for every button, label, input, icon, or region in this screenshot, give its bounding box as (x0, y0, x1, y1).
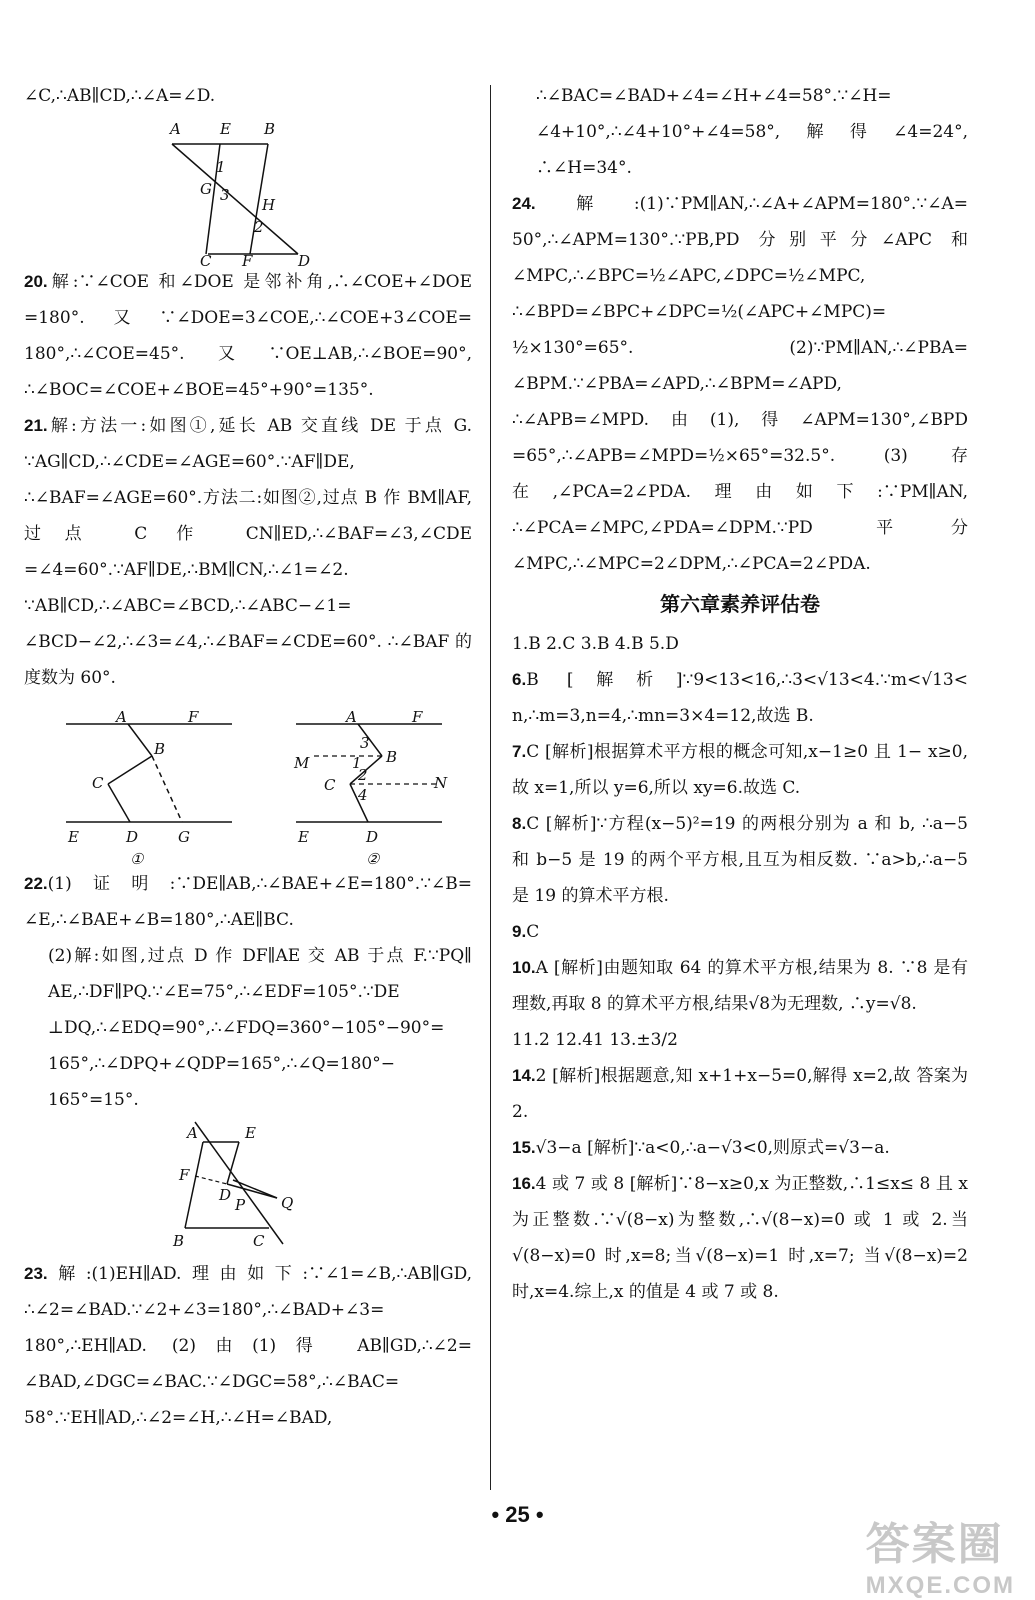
svg-text:F: F (188, 708, 199, 726)
left-column (24, 78, 472, 1436)
svg-text:A: A (187, 1124, 198, 1142)
svg-text:C: C (253, 1232, 265, 1250)
fig1-label: G (200, 180, 212, 198)
svg-text:②: ② (366, 850, 380, 868)
svg-text:C: C (324, 776, 336, 794)
q21: 21.解:方法一:如图①,延长 AB 交直线 DE 于点 G. ∵AG∥CD,∴∠CDE=∠AGE=60°.∵AF∥DE, ∴∠BAF=∠AGE=60°.方法二:如图②,过点 B 作 BM∥AF,过点 C 作 CN∥ED,∴∠BAF=∠3,∠CDE =∠4=60°.∵AF∥DE,∴BM∥CN,∴∠1=∠2. ∵AB∥CD,∴∠ABC=∠BCD,∴∠ABC−∠1= ∠BCD−∠2,∴∠3=∠4,∴∠BAF=∠CDE=60°. ∴∠BAF 的度数为 60°. (24, 416, 472, 688)
svg-text:B: B (386, 748, 398, 766)
svg-text:C: C (92, 774, 104, 792)
svg-text:B: B (154, 740, 166, 758)
svg-text:F: F (412, 708, 423, 726)
q20: 20.解:∵∠COE 和∠DOE 是邻补角,∴∠COE+∠DOE =180°.又∵∠DOE=3∠COE,∴∠COE+3∠COE= 180°,∴∠COE=45°.又∵OE⊥AB,∴∠BOE=90°, ∴∠BOC=∠COE+∠BOE=45°+90°=135°. (24, 272, 472, 400)
q23: 23.解:(1)EH∥AD.理由如下:∵∠1=∠B,∴AB∥GD, ∴∠2=∠BAD.∵∠2+∠3=180°,∴∠BAD+∠3= 180°,∴EH∥AD. (2)由(1)得 AB∥GD,∴∠2= ∠BAD,∠DGC=∠BAC.∵∠DGC=58°,∴∠BAC= 58°.∵EH∥AD,∴∠2=∠H,∴∠H=∠BAD, (24, 1264, 472, 1428)
fig1-label: 2 (254, 218, 264, 236)
page-number: • 25 • (491, 1502, 544, 1527)
watermark-text: 答案圈 (865, 1520, 1004, 1569)
figures-q21 (24, 696, 472, 868)
answer-6: 6.B [解析]∵9<13<16,∴3<√13<4.∵m<√13< n,∴m=3,n=4,∴mn=3×4=12,故选 B. (512, 670, 968, 726)
svg-text:G: G (178, 828, 190, 846)
right-column (512, 78, 968, 1310)
svg-text:A: A (346, 708, 357, 726)
fig1-label: A (170, 120, 181, 138)
answer-8: 8.C [解析]∵方程(x−5)²=19 的两根分别为 a 和 b, ∴a−5 和 b−5 是 19 的两个平方根,且互为相反数. ∵a>b,∴a−5 是 19 的算术平方根. (512, 814, 968, 906)
answer-14: 14.2 [解析]根据题意,知 x+1+x−5=0,解得 x=2,故 答案为 2. (512, 1066, 968, 1122)
figure-q21-2 (294, 704, 464, 868)
svg-text:1: 1 (352, 754, 362, 772)
answers-1-5: 1.B 2.C 3.B 4.B 5.D (512, 634, 679, 654)
answer-9: 9.C (512, 922, 540, 942)
svg-text:B: B (173, 1232, 185, 1250)
fig1-label: F (242, 252, 253, 270)
svg-text:D: D (366, 828, 379, 846)
fig1-label: C (200, 252, 212, 270)
answer-15: 15.√3−a [解析]∵a<0,∴a−√3<0,则原式=√3−a. (512, 1138, 890, 1158)
svg-text:N: N (434, 774, 448, 792)
q22: 22.(1)证明:∵DE∥AB,∴∠BAE+∠E=180°.∵∠B= ∠E,∴∠BAE+∠B=180°,∴AE∥BC. (24, 874, 472, 930)
svg-text:D: D (126, 828, 139, 846)
svg-text:Q: Q (281, 1194, 294, 1212)
figure-q22 (173, 1118, 323, 1248)
watermark-logo (866, 1508, 1015, 1600)
svg-text:3: 3 (360, 734, 370, 752)
answer-10: 10.A [解析]由题知取 64 的算术平方根,结果为 8. ∵8 是有理数,再取 8 的算术平方根,结果√8为无理数, ∴y=√8. (512, 958, 968, 1014)
fig1-label: 3 (220, 186, 230, 204)
answers-11-13: 11.2 12.41 13.±3/2 (512, 1030, 678, 1050)
q24: 24.解:(1)∵PM∥AN,∴∠A+∠APM=180°.∵∠A= 50°,∴∠APM=130°.∵PB,PD 分别平分∠APC 和 ∠MPC,∴∠BPC=½∠APC,∠DPC=½∠MPC, ∴∠BPD=∠BPC+∠DPC=½(∠APC+∠MPC)= ½×130°=65°. (2)∵PM∥AN,∴∠PBA= ∠BPM.∵∠PBA=∠APD,∴∠BPM=∠APD, ∴∠APB=∠MPD.由(1),得∠APM=130°,∠BPD =65°,∴∠APB=∠MPD=½×65°=32.5°. (3)存 在,∠PCA=2∠PDA.理由如下:∵PM∥AN, ∴∠PCA=∠MPC,∠PDA=∠DPM.∵PD 平分 ∠MPC,∴∠MPC=2∠DPM,∴∠PCA=2∠PDA. (512, 194, 968, 574)
answer-16: 16.4 或 7 或 8 [解析]∵8−x≥0,x 为正整数,∴1≤x≤ 8 且 x 为正整数.∵√(8−x)为整数,∴√(8−x)=0 或 1 或 2.当√(8−x)=0 时,x=8;当√(8−x)=1 时,x=7; 当√(8−x)=2 时,x=4.综上,x 的值是 4 或 7 或 8. (512, 1174, 968, 1302)
svg-text:M: M (294, 754, 310, 772)
svg-text:2: 2 (358, 766, 368, 784)
figure-q21-1 (64, 704, 234, 868)
figure-q19 (158, 114, 338, 270)
column-divider (490, 85, 491, 1490)
svg-text:P: P (235, 1196, 246, 1214)
fig1-label: 1 (216, 158, 226, 176)
answer-7: 7.C [解析]根据算术平方根的概念可知,x−1≥0 且 1− x≥0,故 x=1,所以 y=6,所以 xy=6.故选 C. (512, 742, 968, 798)
fig1-label: E (220, 120, 231, 138)
section-title: 第六章素养评估卷 (660, 592, 820, 616)
svg-text:E: E (68, 828, 79, 846)
svg-text:E: E (245, 1124, 256, 1142)
fig1-label: B (264, 120, 276, 138)
svg-text:①: ① (130, 850, 144, 868)
q19-tail: ∠C,∴AB∥CD,∴∠A=∠D. (24, 86, 216, 106)
svg-text:D: D (219, 1186, 232, 1204)
fig1-label: D (298, 252, 311, 270)
svg-text:F: F (179, 1166, 190, 1184)
fig1-label: H (262, 196, 276, 214)
q22-part2: (2)解:如图,过点 D 作 DF∥AE 交 AB 于点 F.∵PQ∥ AE,∴DF∥PQ.∵∠E=75°,∴∠EDF=105°.∵DE ⊥DQ,∴∠EDQ=90°,∴∠FDQ=360°−105°−90°= 165°,∴∠DPQ+∠QDP=165°,∴∠Q=180°− 165°=15°. (48, 946, 472, 1110)
svg-text:A: A (116, 708, 127, 726)
q23-tail: ∴∠BAC=∠BAD+∠4=∠H+∠4=58°.∵∠H= ∠4+10°,∴∠4+10°+∠4=58°,解得∠4=24°, ∴∠H=34°. (536, 86, 968, 178)
svg-text:E: E (298, 828, 309, 846)
svg-text:4: 4 (358, 786, 368, 804)
watermark-url: MXQE.COM (865, 1572, 1015, 1599)
